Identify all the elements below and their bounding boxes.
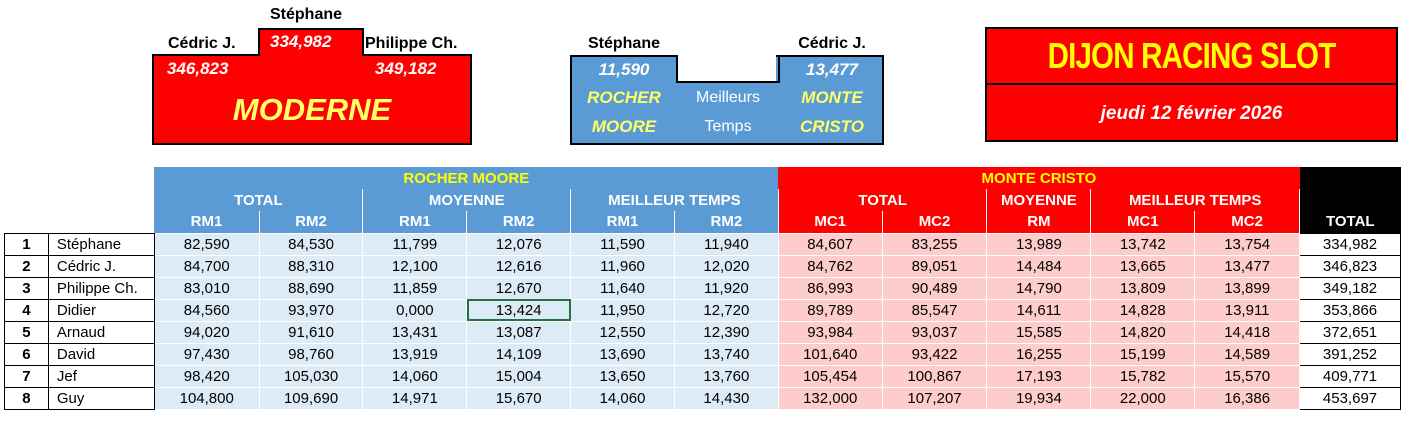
value-cell[interactable]: 13,911 [1195, 299, 1300, 321]
col-rm: RM [987, 211, 1091, 233]
mc-moyenne-header: MOYENNE [987, 189, 1091, 211]
value-cell[interactable]: 14,109 [467, 343, 571, 365]
rm-meilleur-header: MEILLEUR TEMPS [571, 189, 779, 211]
value-cell[interactable]: 88,310 [259, 255, 363, 277]
value-cell[interactable]: 15,570 [1195, 365, 1300, 387]
value-cell[interactable]: 16,255 [987, 343, 1091, 365]
col-rm1: RM1 [154, 211, 259, 233]
col-mc2: MC2 [1195, 211, 1300, 233]
col-mc1: MC1 [778, 211, 882, 233]
player-name-cell[interactable]: Arnaud [48, 321, 154, 343]
player-name-cell[interactable]: Cédric J. [48, 255, 154, 277]
value-cell[interactable]: 346,823 [1300, 255, 1401, 277]
value-cell[interactable]: 13,919 [363, 343, 467, 365]
value-cell[interactable]: 14,790 [987, 277, 1091, 299]
value-cell[interactable]: 84,607 [778, 233, 882, 255]
group-header-row [5, 167, 1401, 189]
player-name-cell[interactable]: Didier [48, 299, 154, 321]
value-cell[interactable]: 13,899 [1195, 277, 1300, 299]
value-cell[interactable]: 84,700 [154, 255, 259, 277]
value-cell[interactable]: 101,640 [778, 343, 882, 365]
value-cell[interactable]: 83,255 [882, 233, 987, 255]
value-cell[interactable]: 85,547 [882, 299, 987, 321]
player-name-cell[interactable]: Guy [48, 387, 154, 409]
value-cell[interactable]: 94,020 [154, 321, 259, 343]
value-cell[interactable]: 84,530 [259, 233, 363, 255]
col-rm2: RM2 [467, 211, 571, 233]
value-cell[interactable]: 14,060 [571, 387, 675, 409]
value-cell[interactable]: 105,030 [259, 365, 363, 387]
col-rm1: RM1 [571, 211, 675, 233]
col-rm1: RM1 [363, 211, 467, 233]
rank-cell[interactable]: 1 [5, 233, 49, 255]
value-cell[interactable]: 12,100 [363, 255, 467, 277]
value-cell[interactable]: 19,934 [987, 387, 1091, 409]
mc-meilleur-header: MEILLEUR TEMPS [1091, 189, 1300, 211]
value-cell[interactable]: 15,004 [467, 365, 571, 387]
podium-second-name: Cédric J. [168, 35, 236, 52]
value-cell[interactable]: 15,782 [1091, 365, 1195, 387]
value-cell[interactable]: 13,477 [1195, 255, 1300, 277]
value-cell[interactable]: 15,585 [987, 321, 1091, 343]
value-cell[interactable]: 15,670 [467, 387, 571, 409]
podium-first-time: 334,982 [270, 32, 332, 51]
best-center-line1: Meilleurs [695, 89, 760, 106]
value-cell[interactable]: 13,424 [467, 299, 571, 321]
value-cell[interactable]: 11,590 [571, 233, 675, 255]
value-cell[interactable]: 11,799 [363, 233, 467, 255]
mc-total-header: TOTAL [778, 189, 987, 211]
value-cell[interactable]: 14,589 [1195, 343, 1300, 365]
value-cell[interactable]: 97,430 [154, 343, 259, 365]
value-cell[interactable]: 372,651 [1300, 321, 1401, 343]
value-cell[interactable]: 12,616 [467, 255, 571, 277]
value-cell[interactable]: 13,087 [467, 321, 571, 343]
value-cell[interactable]: 13,740 [674, 343, 778, 365]
value-cell[interactable]: 453,697 [1300, 387, 1401, 409]
value-cell[interactable]: 84,560 [154, 299, 259, 321]
value-cell[interactable]: 11,950 [571, 299, 675, 321]
value-cell[interactable]: 88,690 [259, 277, 363, 299]
best-left-name: Stéphane [587, 35, 660, 52]
value-cell[interactable]: 132,000 [778, 387, 882, 409]
rank-cell[interactable]: 6 [5, 343, 49, 365]
best-left-time: 11,590 [598, 60, 650, 79]
subgroup-header-row [5, 189, 1401, 211]
title-box [985, 27, 1398, 142]
value-cell[interactable]: 93,037 [882, 321, 987, 343]
value-cell[interactable]: 353,866 [1300, 299, 1401, 321]
event-date: jeudi 12 février 2026 [1100, 103, 1283, 124]
value-cell[interactable]: 14,060 [363, 365, 467, 387]
value-cell[interactable]: 13,760 [674, 365, 778, 387]
value-cell[interactable]: 104,800 [154, 387, 259, 409]
best-right-time: 13,477 [806, 60, 858, 79]
value-cell[interactable]: 13,690 [571, 343, 675, 365]
value-cell[interactable]: 107,207 [882, 387, 987, 409]
value-cell[interactable]: 89,789 [778, 299, 882, 321]
table-row [5, 343, 1401, 365]
col-mc2: MC2 [882, 211, 987, 233]
value-cell[interactable]: 83,010 [154, 277, 259, 299]
results-table [4, 167, 1401, 410]
value-cell[interactable]: 334,982 [1300, 233, 1401, 255]
value-cell[interactable]: 14,611 [987, 299, 1091, 321]
value-cell[interactable]: 100,867 [882, 365, 987, 387]
value-cell[interactable]: 109,690 [259, 387, 363, 409]
value-cell[interactable]: 11,960 [571, 255, 675, 277]
table-row [5, 365, 1401, 387]
value-cell[interactable]: 12,720 [674, 299, 778, 321]
value-cell[interactable]: 86,993 [778, 277, 882, 299]
best-center-line2: Temps [704, 118, 752, 135]
table-row [5, 299, 1401, 321]
podium-third-name: Philippe Ch. [365, 35, 458, 52]
value-cell[interactable]: 93,970 [259, 299, 363, 321]
table-row [5, 233, 1401, 255]
best-right-track-1: MONTE [801, 88, 863, 107]
player-name-cell[interactable]: Stéphane [48, 233, 154, 255]
value-cell[interactable]: 14,418 [1195, 321, 1300, 343]
best-right-name: Cédric J. [798, 35, 866, 52]
value-cell[interactable]: 93,422 [882, 343, 987, 365]
rm-total-header: TOTAL [154, 189, 363, 211]
value-cell[interactable]: 13,742 [1091, 233, 1195, 255]
col-mc1: MC1 [1091, 211, 1195, 233]
rank-cell[interactable]: 7 [5, 365, 49, 387]
value-cell[interactable]: 409,771 [1300, 365, 1401, 387]
value-cell[interactable]: 13,431 [363, 321, 467, 343]
podium-category: MODERNE [232, 92, 392, 127]
value-cell[interactable]: 13,989 [987, 233, 1091, 255]
value-cell[interactable]: 12,020 [674, 255, 778, 277]
value-cell[interactable]: 14,820 [1091, 321, 1195, 343]
value-cell[interactable]: 17,193 [987, 365, 1091, 387]
col-rm2: RM2 [259, 211, 363, 233]
rank-cell[interactable]: 4 [5, 299, 49, 321]
value-cell[interactable]: 349,182 [1300, 277, 1401, 299]
value-cell[interactable]: 12,670 [467, 277, 571, 299]
value-cell[interactable]: 90,489 [882, 277, 987, 299]
value-cell[interactable]: 16,386 [1195, 387, 1300, 409]
value-cell[interactable]: 13,754 [1195, 233, 1300, 255]
rank-cell[interactable]: 5 [5, 321, 49, 343]
rank-cell[interactable]: 2 [5, 255, 49, 277]
rank-cell[interactable]: 3 [5, 277, 49, 299]
value-cell[interactable]: 93,984 [778, 321, 882, 343]
player-name-cell[interactable]: Jef [48, 365, 154, 387]
value-cell[interactable]: 11,640 [571, 277, 675, 299]
value-cell[interactable]: 13,809 [1091, 277, 1195, 299]
value-cell[interactable]: 98,420 [154, 365, 259, 387]
value-cell[interactable]: 13,650 [571, 365, 675, 387]
value-cell[interactable]: 91,610 [259, 321, 363, 343]
value-cell[interactable]: 11,940 [674, 233, 778, 255]
podium-second-time: 346,823 [167, 59, 229, 78]
best-right-track-2: CRISTO [800, 117, 864, 136]
col-rm2: RM2 [674, 211, 778, 233]
value-cell[interactable]: 15,199 [1091, 343, 1195, 365]
value-cell[interactable]: 14,430 [674, 387, 778, 409]
group-rocher-moore: ROCHER MOORE [154, 167, 778, 189]
value-cell[interactable]: 82,590 [154, 233, 259, 255]
club-title: DIJON RACING SLOT [1047, 35, 1336, 76]
player-name-cell[interactable]: David [48, 343, 154, 365]
value-cell[interactable]: 12,550 [571, 321, 675, 343]
best-left-track-2: MOORE [591, 117, 657, 136]
rank-cell[interactable]: 8 [5, 387, 49, 409]
value-cell[interactable]: 89,051 [882, 255, 987, 277]
value-cell[interactable]: 13,665 [1091, 255, 1195, 277]
value-cell[interactable]: 22,000 [1091, 387, 1195, 409]
table-row [5, 255, 1401, 277]
table-row [5, 277, 1401, 299]
value-cell[interactable]: 14,828 [1091, 299, 1195, 321]
value-cell[interactable]: 14,971 [363, 387, 467, 409]
value-cell[interactable]: 12,390 [674, 321, 778, 343]
value-cell[interactable]: 12,076 [467, 233, 571, 255]
value-cell[interactable]: 11,920 [674, 277, 778, 299]
value-cell[interactable]: 98,760 [259, 343, 363, 365]
value-cell[interactable]: 105,454 [778, 365, 882, 387]
best-left-track-1: ROCHER [587, 88, 661, 107]
table-row [5, 321, 1401, 343]
player-name-cell[interactable]: Philippe Ch. [48, 277, 154, 299]
rm-moyenne-header: MOYENNE [363, 189, 571, 211]
value-cell[interactable]: 14,484 [987, 255, 1091, 277]
group-monte-cristo: MONTE CRISTO [778, 167, 1299, 189]
podium-third-time: 349,182 [375, 59, 437, 78]
table-row [5, 387, 1401, 409]
value-cell[interactable]: 11,859 [363, 277, 467, 299]
column-header-row [5, 211, 1401, 233]
col-total: TOTAL [1300, 211, 1401, 233]
value-cell[interactable]: 0,000 [363, 299, 467, 321]
value-cell[interactable]: 84,762 [778, 255, 882, 277]
value-cell[interactable]: 391,252 [1300, 343, 1401, 365]
podium-first-name: Stéphane [270, 6, 343, 23]
